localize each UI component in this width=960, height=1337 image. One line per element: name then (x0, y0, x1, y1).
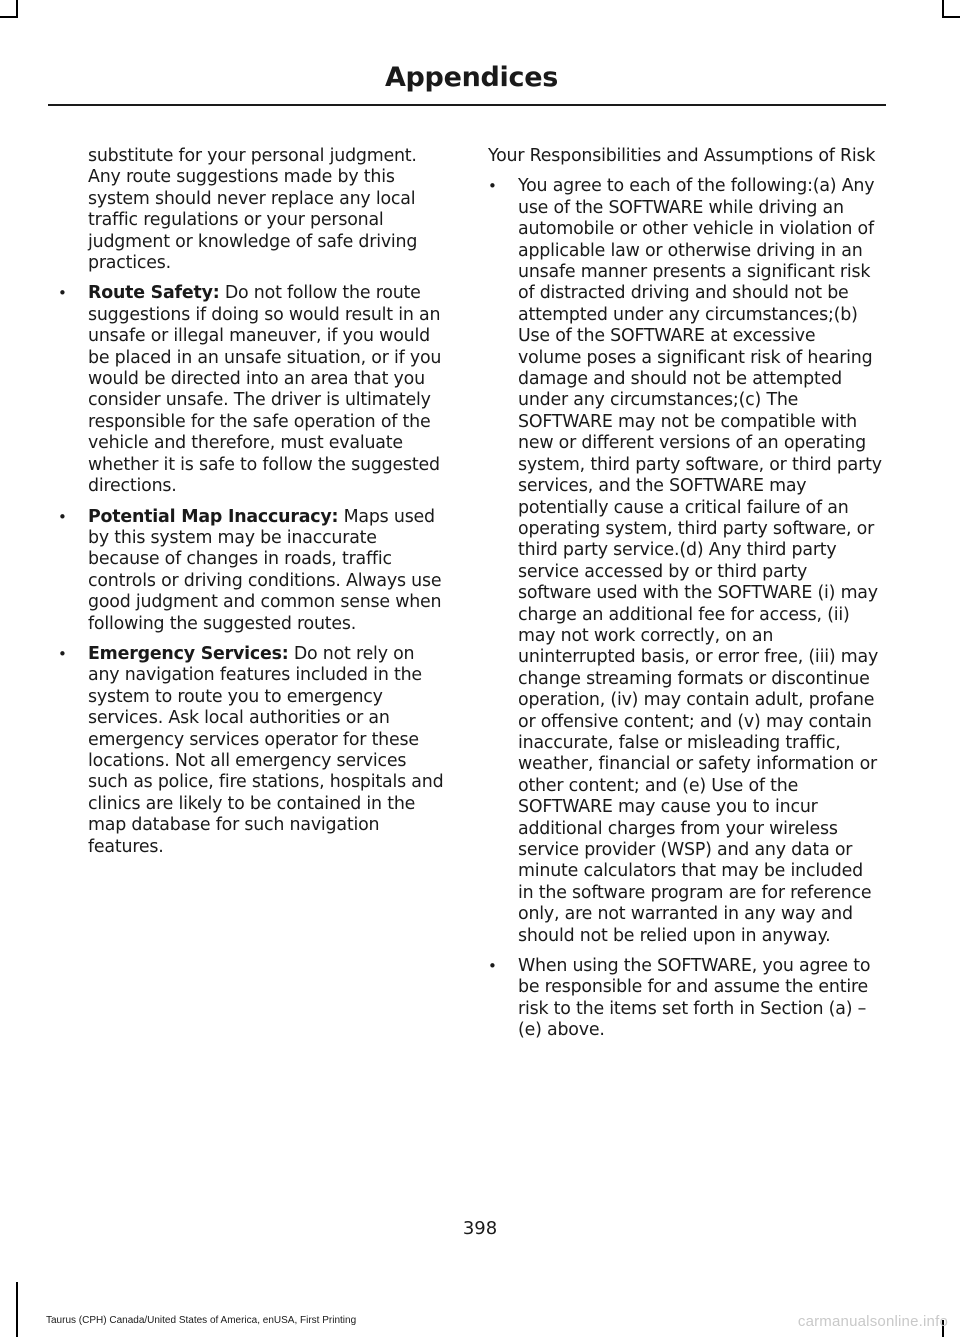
crop-mark (16, 1282, 18, 1337)
page-number: 398 (462, 1218, 498, 1239)
crop-mark (0, 16, 18, 18)
bullet-icon: • (58, 644, 67, 663)
item-text: Maps used by this system may be inaccurate because of changes in roads, traffic controls or driving conditions. Always use good judgment and common sense when following the suggested routes. (88, 506, 442, 634)
item-term: Route Safety: (88, 283, 220, 304)
list-item-emergency-services (58, 644, 450, 858)
item-text: Do not rely on any navigation features included in the system to route you to emergency services. Ask local authorities or an emergency services operator for these locations. Not all emergency services such as police, fire stations, hospitals and clinics are likely to be contained in the map database for such navigation features. (88, 643, 444, 857)
watermark: carmanualsonline.info (797, 1313, 948, 1330)
item-term: Emergency Services: (88, 643, 289, 664)
header-divider (48, 104, 886, 106)
bullet-icon: • (488, 957, 497, 976)
publication-info: Taurus (CPH) Canada/United States of America, enUSA, First Printing (46, 1315, 357, 1326)
list-item-responsibility (488, 956, 883, 1042)
crop-mark (942, 16, 960, 18)
list-item-agreement (488, 176, 883, 947)
bullet-icon: • (58, 507, 67, 526)
item-term: Potential Map Inaccuracy: (88, 506, 339, 527)
crop-mark (16, 0, 18, 16)
list-item-map-inaccuracy (58, 507, 450, 635)
bullet-icon: • (488, 177, 497, 196)
bullet-icon: • (58, 284, 67, 303)
left-column (58, 146, 450, 858)
intro-paragraph: substitute for your personal judgment. Any route suggestions made by this system should never replace any local traffic regulations or your personal judgment or knowledge of safe driving practices. (88, 146, 418, 274)
item-text: You agree to each of the following:(a) Any use of the SOFTWARE while driving an automobile or other vehicle in violation of applicable law or otherwise driving in an unsafe manner presents a significant risk of distracted driving and should not be attempted under any circumstances;(b) Use of the SOFTWARE at excessive volume poses a significant risk of hearing damage and should not be attempted under any circumstances;(c) The SOFTWARE may not be compatible with new or different versions of an operating system, third party software, or third party services, and the SOFTWARE may potentially cause a critical failure of an operating system, third party software, or third party service.(d) Any third party service accessed by or third party software used with the SOFTWARE (i) may charge an additional fee for access, (ii) may not work correctly, on an uninterrupted basis, or error free, (iii) may change streaming formats or discontinue operation, (iv) may contain adult, profane or offensive content; and (v) may contain inaccurate, false or misleading traffic, weather, financial or safety information or other content; and (e) Use of the SOFTWARE may cause you to incur additional charges from your wireless service provider (WSP) and any data or minute calculators that may be included in the software program are for reference only, are not warranted in any way and should not be relied upon in anyway. (518, 176, 882, 946)
list-item-route-safety (58, 283, 450, 497)
section-heading: Your Responsibilities and Assumptions of Risk (488, 146, 876, 166)
item-text: Do not follow the route suggestions if doing so would result in an unsafe or illegal maneuver, if you would be placed in an unsafe situation, or if you would be directed into an area that you consider unsafe. The driver is ultimately responsible for the safe operation of the vehicle and therefore, must evaluate whether it is safe to follow the suggested directions. (88, 283, 442, 497)
crop-mark (942, 0, 944, 16)
right-column (488, 146, 883, 1042)
page-title: Appendices (384, 62, 558, 93)
item-text: When using the SOFTWARE, you agree to be responsible for and assume the entire risk to the items set forth in Section (a) – (e) above. (518, 956, 871, 1041)
